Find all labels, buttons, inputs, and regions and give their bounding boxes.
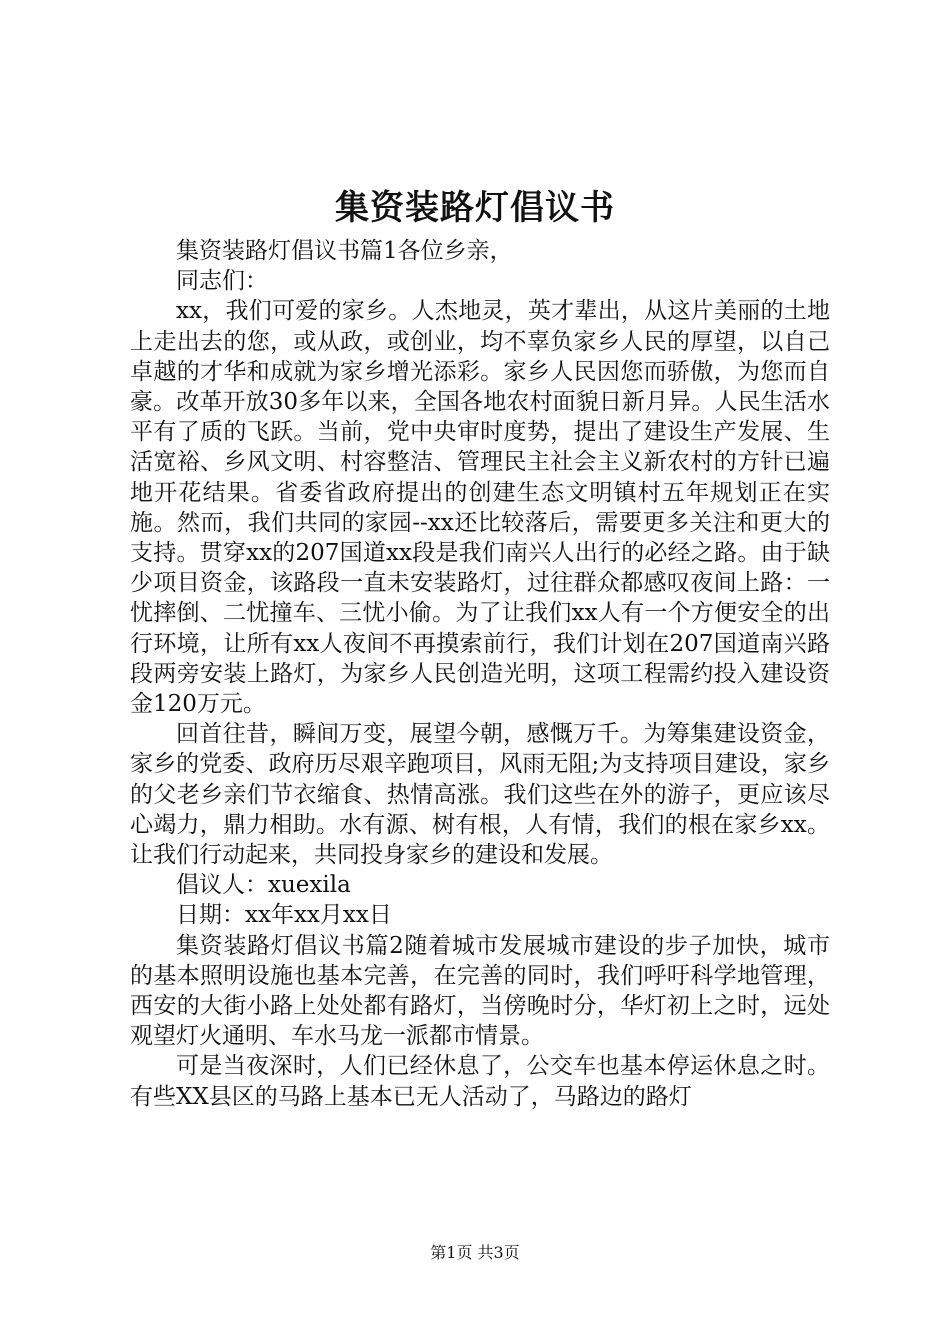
paragraph: 倡议人：xuexila xyxy=(176,872,351,899)
paragraph: 集资装路灯倡议书篇2随着城市发展城市建设的步子加快，城市的基本照明设施也基本完善，在完善的同时，我们呼吁科学地管理，西安的大街小路上处处都有路灯，当傍晚时分，华灯初上之时，远处观望灯火通明、车水马龙一派都市情景。 xyxy=(130,932,830,1050)
paragraph: 同志们： xyxy=(176,268,268,295)
document-body xyxy=(130,236,830,1112)
page-footer: 第1页 共3页 xyxy=(430,1243,520,1262)
paragraph: 回首往昔，瞬间万变，展望今朝，感慨万千。为筹集建设资金，家乡的党委、政府历尽艰辛跑项目，风雨无阻;为支持项目建设，家乡的父老乡亲们节衣缩食、热情高涨。我们这些在外的游子，更应该尽心竭力，鼎力相助。水有源、树有根，人有情，我们的根在家乡xx。让我们行动起来，共同投身家乡的建设和发展。 xyxy=(130,721,830,869)
paragraph: 可是当夜深时，人们已经休息了，公交车也基本停运休息之时。有些XX县区的马路上基本已无人活动了，马路边的路灯 xyxy=(130,1053,830,1110)
paragraph: xx，我们可爱的家乡。人杰地灵，英才辈出，从这片美丽的土地上走出去的您，或从政，或创业，均不辜负家乡人民的厚望，以自己卓越的才华和成就为家乡增光添彩。家乡人民因您而骄傲，为您而自豪。改革开放30多年以来，全国各地农村面貌日新月异。人民生活水平有了质的飞跃。当前，党中央审时度势，提出了建设生产发展、生活宽裕、乡风文明、村容整洁、管理民主社会主义新农村的方针已遍地开花结果。省委省政府提出的创建生态文明镇村五年规划正在实施。然而，我们共同的家园--xx还比较落后，需要更多关注和更大的支持。贯穿xx的207国道xx段是我们南兴人出行的必经之路。由于缺少项目资金，该路段一直未安装路灯，过往群众都感叹夜间上路：一忧摔倒、二忧撞车、三忧小偷。为了让我们xx人有一个方便安全的出行环境，让所有xx人夜间不再摸索前行，我们计划在207国道南兴路段两旁安装上路灯，为家乡人民创造光明，这项工程需约投入建设资金120万元。 xyxy=(130,298,830,718)
paragraph: 集资装路灯倡议书篇1各位乡亲， xyxy=(176,238,513,264)
paragraph: 日期：xx年xx月xx日 xyxy=(176,902,392,929)
document-title: 集资装路灯倡议书 xyxy=(335,188,615,228)
